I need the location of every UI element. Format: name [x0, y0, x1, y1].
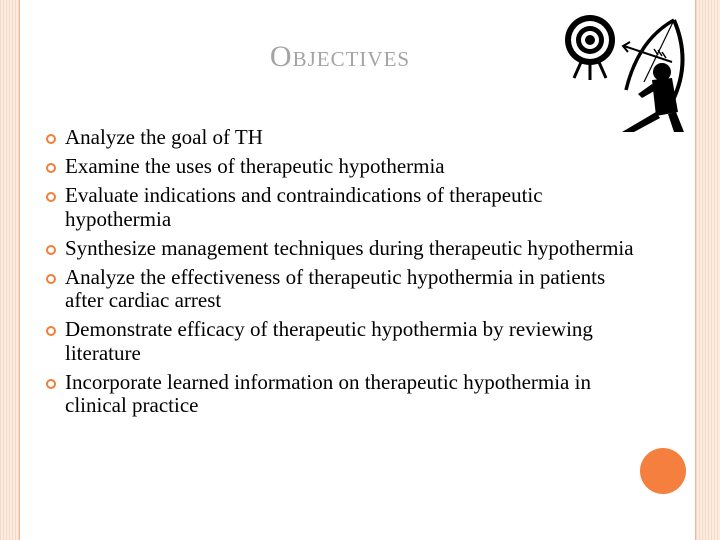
archer-target-icon: [560, 12, 690, 137]
bullet-text: Examine the uses of therapeutic hypothermia: [65, 154, 445, 178]
list-item: [44, 155, 634, 179]
bullet-text: Analyze the effectiveness of therapeutic hypothermia in patients after cardiac arrest: [65, 264, 606, 312]
list-item: [44, 318, 634, 365]
bullet-ring-icon: [46, 326, 56, 336]
orange-circle-decoration: [640, 448, 686, 494]
bullet-text: Synthesize management techniques during therapeutic hypothermia: [65, 235, 634, 260]
slide-title: Objectives: [269, 40, 411, 73]
bullet-ring-icon: [46, 245, 56, 255]
bullet-text: Demonstrate efficacy of therapeutic hypothermia by reviewing literature: [65, 317, 593, 365]
bullet-text: Analyze the goal of TH: [65, 125, 263, 149]
objectives-list: [44, 126, 634, 423]
list-item: [44, 266, 634, 313]
bullet-ring-icon: [46, 163, 56, 173]
list-item: [44, 126, 634, 150]
list-item: [44, 237, 634, 261]
bullet-text: Incorporate learned information on therapeutic hypothermia in clinical practice: [65, 369, 591, 417]
bullet-ring-icon: [46, 274, 56, 284]
list-item: [44, 371, 634, 418]
bullet-ring-icon: [46, 379, 56, 389]
bullet-text: Evaluate indications and contraindications of therapeutic hypothermia: [65, 183, 543, 231]
right-border-stripe: [696, 0, 720, 540]
bullet-ring-icon: [46, 192, 56, 202]
bullet-ring-icon: [46, 134, 56, 144]
left-border-line: [19, 0, 20, 540]
list-item: [44, 184, 634, 231]
left-border-stripe: [0, 0, 19, 540]
